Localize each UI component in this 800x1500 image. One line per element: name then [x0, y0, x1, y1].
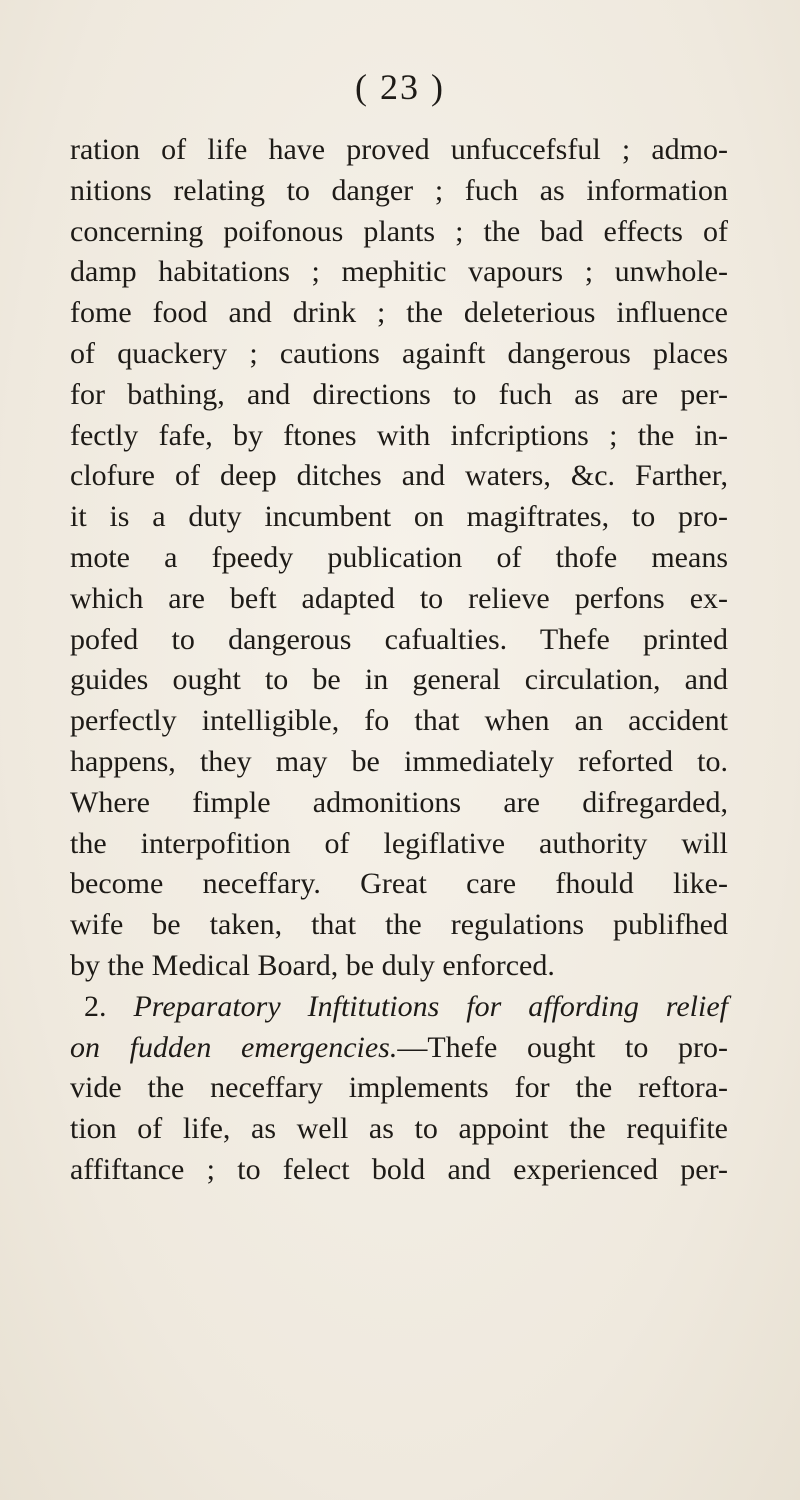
- text-line: vide the neceffary implements for the reftora-: [70, 1071, 728, 1105]
- text-line: by the Medical Board, be duly enforced.: [70, 948, 555, 982]
- text-line: happens, they may be immediately reforted to.: [70, 744, 728, 778]
- page-number: ( 23 ): [355, 67, 445, 107]
- section-2-heading-line: [70, 987, 728, 1028]
- text-line: guides ought to be in general circulation, and: [70, 663, 728, 697]
- text-line: concerning poifonous plants ; the bad effects of: [70, 214, 728, 248]
- text-line: mote a fpeedy publication of thofe means: [70, 540, 728, 574]
- section-heading: Preparatory Inftitutions for affording relief: [133, 989, 728, 1023]
- body-text: [70, 130, 728, 1191]
- text-line: clofure of deep ditches and waters, &c. Farther,: [70, 459, 728, 493]
- text-line: ration of life have proved unfuccefsful ; admo-: [70, 133, 728, 166]
- text-line: fome food and drink ; the deleterious influence: [70, 296, 728, 330]
- text-line: of quackery ; cautions againft dangerous places: [70, 336, 728, 370]
- text-line: nitions relating to danger ; fuch as information: [70, 173, 728, 207]
- text-line: damp habitations ; mephitic vapours ; unwhole-: [70, 255, 728, 289]
- text-line: affiftance ; to felect bold and experienced per-: [70, 1152, 728, 1186]
- text-line: Where fimple admonitions are difregarded,: [70, 785, 728, 819]
- text-line: tion of life, as well as to appoint the requifite: [70, 1112, 728, 1146]
- section-2-heading-line: [70, 1028, 728, 1069]
- text-line: perfectly intelligible, fo that when an accident: [70, 704, 728, 738]
- text-line: for bathing, and directions to fuch as are per-: [70, 377, 728, 411]
- text-line: which are beft adapted to relieve perfons ex-: [70, 581, 728, 615]
- text-line: pofed to dangerous cafualties. Thefe printed: [70, 622, 728, 656]
- text-line: wife be taken, that the regulations publifhed: [70, 908, 728, 942]
- text-line: the interpofition of legiflative authority will: [70, 826, 728, 860]
- text-line: fectly fafe, by ftones with infcriptions ; the in-: [70, 418, 728, 452]
- section-heading-continued: on fudden emergencies.: [70, 1030, 398, 1064]
- text-fragment: —Thefe ought to pro-: [397, 1030, 728, 1064]
- text-line: become neceffary. Great care fhould like-: [70, 867, 728, 901]
- section-number: 2.: [84, 989, 107, 1023]
- text-line: it is a duty incumbent on magiftrates, to pro-: [70, 500, 728, 534]
